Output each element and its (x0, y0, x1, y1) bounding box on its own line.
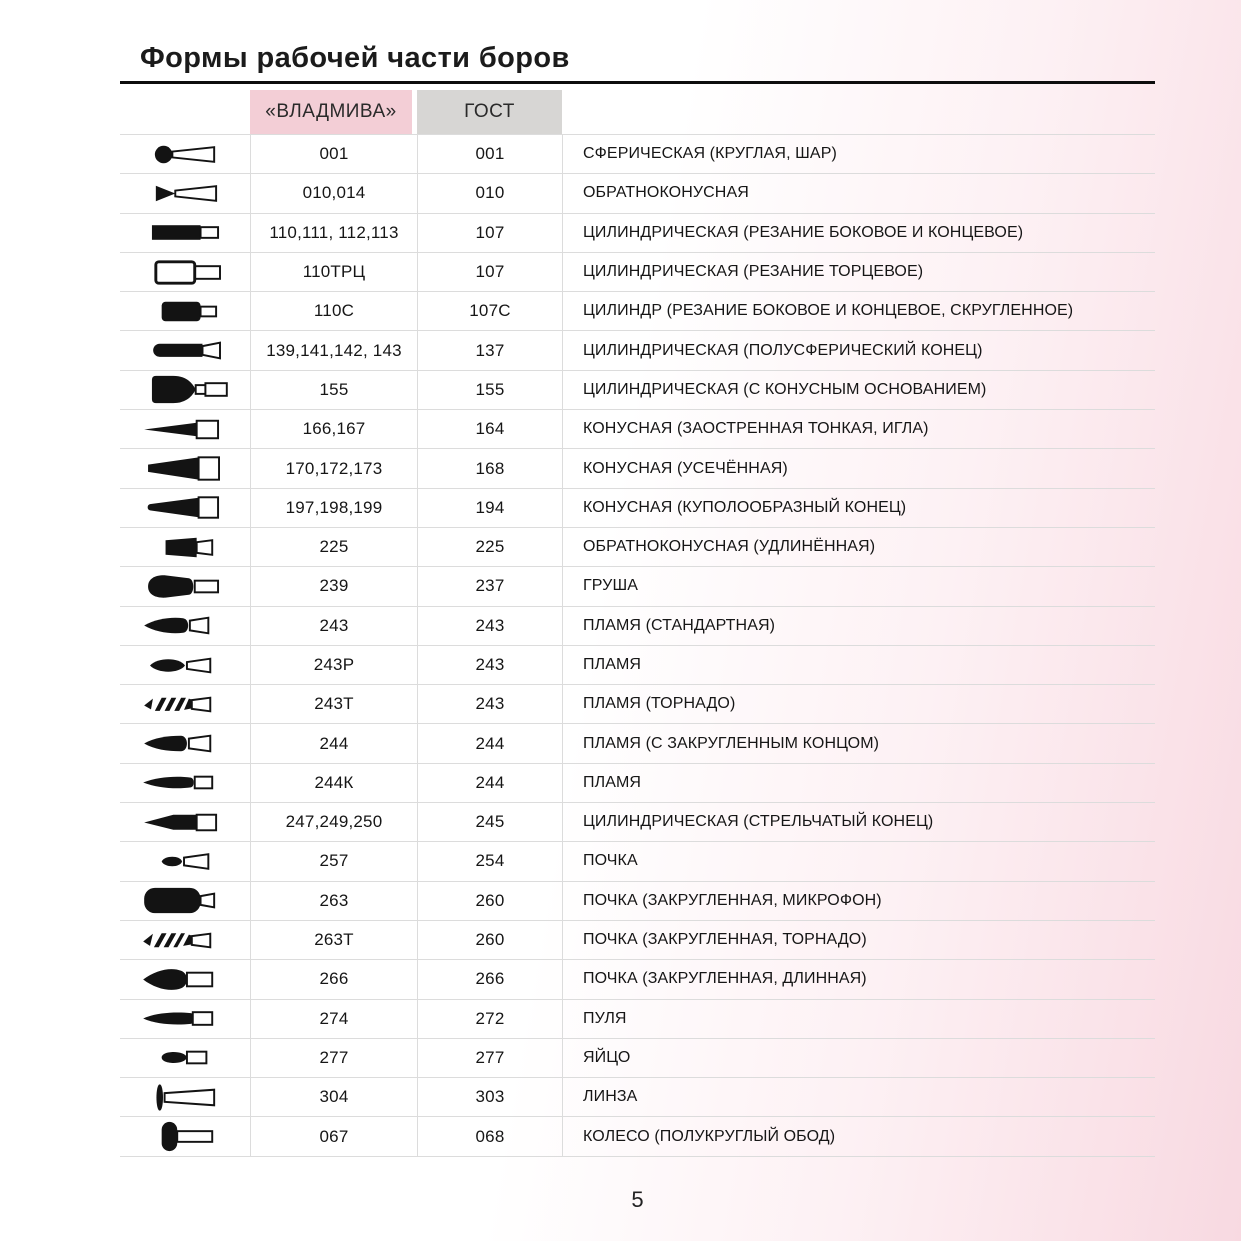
table-row (120, 331, 1155, 370)
shape-description: ПЛАМЯ (562, 764, 1155, 802)
brand-code: 247,249,250 (250, 803, 417, 841)
gost-code: 001 (417, 135, 562, 173)
shape-description: ЛИНЗА (562, 1078, 1155, 1116)
shape-description: ЦИЛИНДРИЧЕСКАЯ (СТРЕЛЬЧАТЫЙ КОНЕЦ) (562, 803, 1155, 841)
brand-code: 225 (250, 528, 417, 566)
table-row (120, 410, 1155, 449)
header-gost: ГОСТ (417, 90, 562, 134)
table-row (120, 528, 1155, 567)
shape-description: КОНУСНАЯ (ЗАОСТРЕННАЯ ТОНКАЯ, ИГЛА) (562, 410, 1155, 448)
shape-icon-cell (120, 449, 250, 487)
table-row (120, 646, 1155, 685)
bud-microphone-icon (120, 882, 250, 920)
brand-code: 010,014 (250, 174, 417, 212)
inverse-cone-long-icon (120, 528, 250, 566)
brand-code: 139,141,142, 143 (250, 331, 417, 369)
gost-code: 107 (417, 214, 562, 252)
cylinder-cone-base-icon (120, 371, 250, 409)
brand-code: 243Р (250, 646, 417, 684)
table-row (120, 449, 1155, 488)
page-title: Формы рабочей части боров (140, 42, 570, 74)
shape-description: ПОЧКА (ЗАКРУГЛЕННАЯ, ТОРНАДО) (562, 921, 1155, 959)
table-row (120, 1000, 1155, 1039)
shape-icon-cell (120, 1039, 250, 1077)
shape-icon-cell (120, 1117, 250, 1155)
table-row (120, 803, 1155, 842)
shape-icon-cell (120, 135, 250, 173)
shape-icon-cell (120, 685, 250, 723)
shape-icon-cell (120, 253, 250, 291)
bud-tornado-icon (120, 921, 250, 959)
shape-icon-cell (120, 1000, 250, 1038)
needle-icon (120, 410, 250, 448)
brand-code: 266 (250, 960, 417, 998)
shape-icon-cell (120, 214, 250, 252)
brand-code: 244 (250, 724, 417, 762)
brand-code: 243Т (250, 685, 417, 723)
wheel-icon (120, 1117, 250, 1155)
taper-truncated-icon (120, 449, 250, 487)
shape-icon-cell (120, 371, 250, 409)
gost-code: 303 (417, 1078, 562, 1116)
table-row (120, 960, 1155, 999)
shape-icon-cell (120, 331, 250, 369)
table-row (120, 607, 1155, 646)
brand-code: 243 (250, 607, 417, 645)
gost-code: 244 (417, 724, 562, 762)
table-row (120, 1039, 1155, 1078)
shape-description: ПЛАМЯ (ТОРНАДО) (562, 685, 1155, 723)
table-row (120, 253, 1155, 292)
shape-icon-cell (120, 764, 250, 802)
brand-code: 170,172,173 (250, 449, 417, 487)
shape-icon-cell (120, 646, 250, 684)
gost-code: 260 (417, 882, 562, 920)
shape-icon-cell (120, 567, 250, 605)
gost-code: 260 (417, 921, 562, 959)
table-row (120, 685, 1155, 724)
cylinder-icon (120, 214, 250, 252)
table-header (120, 90, 1155, 134)
table-row (120, 842, 1155, 881)
table-row (120, 489, 1155, 528)
shape-description: ПЛАМЯ (562, 646, 1155, 684)
shape-description: ПОЧКА (562, 842, 1155, 880)
brand-code: 110,111, 112,113 (250, 214, 417, 252)
table-row (120, 174, 1155, 213)
brand-code: 197,198,199 (250, 489, 417, 527)
gost-code: 272 (417, 1000, 562, 1038)
flame-round-end-icon (120, 724, 250, 762)
brand-code: 166,167 (250, 410, 417, 448)
table-row (120, 371, 1155, 410)
gost-code: 225 (417, 528, 562, 566)
gost-code: 107С (417, 292, 562, 330)
flame-standard-icon (120, 607, 250, 645)
cylinder-open-icon (120, 253, 250, 291)
gost-code: 243 (417, 685, 562, 723)
title-underline (120, 81, 1155, 84)
gost-code: 194 (417, 489, 562, 527)
gost-code: 164 (417, 410, 562, 448)
table-row (120, 567, 1155, 606)
gost-code: 277 (417, 1039, 562, 1077)
table-row (120, 214, 1155, 253)
brand-code: 239 (250, 567, 417, 605)
gost-code: 266 (417, 960, 562, 998)
shape-icon-cell (120, 803, 250, 841)
gost-code: 244 (417, 764, 562, 802)
egg-icon (120, 1039, 250, 1077)
brand-code: 110ТРЦ (250, 253, 417, 291)
shape-description: ЦИЛИНДР (РЕЗАНИЕ БОКОВОЕ И КОНЦЕВОЕ, СКРУГЛЕННОЕ) (562, 292, 1155, 330)
bud-icon (120, 842, 250, 880)
gost-code: 243 (417, 607, 562, 645)
table-row (120, 724, 1155, 763)
shape-icon-cell (120, 174, 250, 212)
shape-description: ЦИЛИНДРИЧЕСКАЯ (ПОЛУСФЕРИЧЕСКИЙ КОНЕЦ) (562, 331, 1155, 369)
brand-code: 304 (250, 1078, 417, 1116)
table-body (120, 134, 1155, 1157)
brand-code: 001 (250, 135, 417, 173)
brand-code: 067 (250, 1117, 417, 1155)
gost-code: 010 (417, 174, 562, 212)
gost-code: 254 (417, 842, 562, 880)
brand-code: 274 (250, 1000, 417, 1038)
shape-description: ПЛАМЯ (СТАНДАРТНАЯ) (562, 607, 1155, 645)
brand-code: 155 (250, 371, 417, 409)
gost-code: 243 (417, 646, 562, 684)
gost-code: 068 (417, 1117, 562, 1155)
shape-description: КОНУСНАЯ (УСЕЧЁННАЯ) (562, 449, 1155, 487)
bud-long-icon (120, 960, 250, 998)
bullet-icon (120, 1000, 250, 1038)
table-row (120, 135, 1155, 174)
shape-icon-cell (120, 528, 250, 566)
shape-icon-cell (120, 882, 250, 920)
gost-code: 155 (417, 371, 562, 409)
shape-icon-cell (120, 1078, 250, 1116)
flame-icon (120, 646, 250, 684)
header-icon-spacer (120, 90, 250, 134)
shape-description: ГРУША (562, 567, 1155, 605)
brand-code: 257 (250, 842, 417, 880)
brand-code: 277 (250, 1039, 417, 1077)
bur-shapes-table (120, 90, 1155, 1157)
shape-description: ПУЛЯ (562, 1000, 1155, 1038)
shape-description: СФЕРИЧЕСКАЯ (КРУГЛАЯ, ШАР) (562, 135, 1155, 173)
shape-icon-cell (120, 292, 250, 330)
brand-code: 263 (250, 882, 417, 920)
table-row (120, 764, 1155, 803)
shape-description: ОБРАТНОКОНУСНАЯ (УДЛИНЁННАЯ) (562, 528, 1155, 566)
shape-icon-cell (120, 921, 250, 959)
brand-code: 263Т (250, 921, 417, 959)
flame-tornado-icon (120, 685, 250, 723)
pear-icon (120, 567, 250, 605)
shape-description: ОБРАТНОКОНУСНАЯ (562, 174, 1155, 212)
shape-description: ПЛАМЯ (С ЗАКРУГЛЕННЫМ КОНЦОМ) (562, 724, 1155, 762)
table-row (120, 1117, 1155, 1156)
shape-description: ЦИЛИНДРИЧЕСКАЯ (С КОНУСНЫМ ОСНОВАНИЕМ) (562, 371, 1155, 409)
shape-icon-cell (120, 724, 250, 762)
gost-code: 107 (417, 253, 562, 291)
shape-icon-cell (120, 960, 250, 998)
lens-icon (120, 1078, 250, 1116)
gost-code: 137 (417, 331, 562, 369)
shape-description: ЯЙЦО (562, 1039, 1155, 1077)
page-number: 5 (631, 1186, 644, 1212)
brand-code: 244К (250, 764, 417, 802)
gost-code: 237 (417, 567, 562, 605)
shape-icon-cell (120, 410, 250, 448)
cylinder-pointed-icon (120, 803, 250, 841)
table-row (120, 882, 1155, 921)
table-row (120, 1078, 1155, 1117)
shape-description: ЦИЛИНДРИЧЕСКАЯ (РЕЗАНИЕ ТОРЦЕВОЕ) (562, 253, 1155, 291)
table-row (120, 292, 1155, 331)
shape-icon-cell (120, 489, 250, 527)
brand-code: 110С (250, 292, 417, 330)
cylinder-rounded-icon (120, 292, 250, 330)
inverse-cone-icon (120, 174, 250, 212)
shape-description: ПОЧКА (ЗАКРУГЛЕННАЯ, ДЛИННАЯ) (562, 960, 1155, 998)
shape-icon-cell (120, 842, 250, 880)
flame-long-icon (120, 764, 250, 802)
shape-description: КОЛЕСО (ПОЛУКРУГЛЫЙ ОБОД) (562, 1117, 1155, 1155)
cylinder-dome-icon (120, 331, 250, 369)
ball-icon (120, 135, 250, 173)
taper-dome-icon (120, 489, 250, 527)
shape-icon-cell (120, 607, 250, 645)
shape-description: КОНУСНАЯ (КУПОЛООБРАЗНЫЙ КОНЕЦ) (562, 489, 1155, 527)
header-desc-spacer (562, 90, 1155, 134)
gost-code: 245 (417, 803, 562, 841)
shape-description: ПОЧКА (ЗАКРУГЛЕННАЯ, МИКРОФОН) (562, 882, 1155, 920)
shape-description: ЦИЛИНДРИЧЕСКАЯ (РЕЗАНИЕ БОКОВОЕ И КОНЦЕВОЕ) (562, 214, 1155, 252)
gost-code: 168 (417, 449, 562, 487)
table-row (120, 921, 1155, 960)
header-brand: «ВЛАДМИВА» (250, 90, 412, 134)
